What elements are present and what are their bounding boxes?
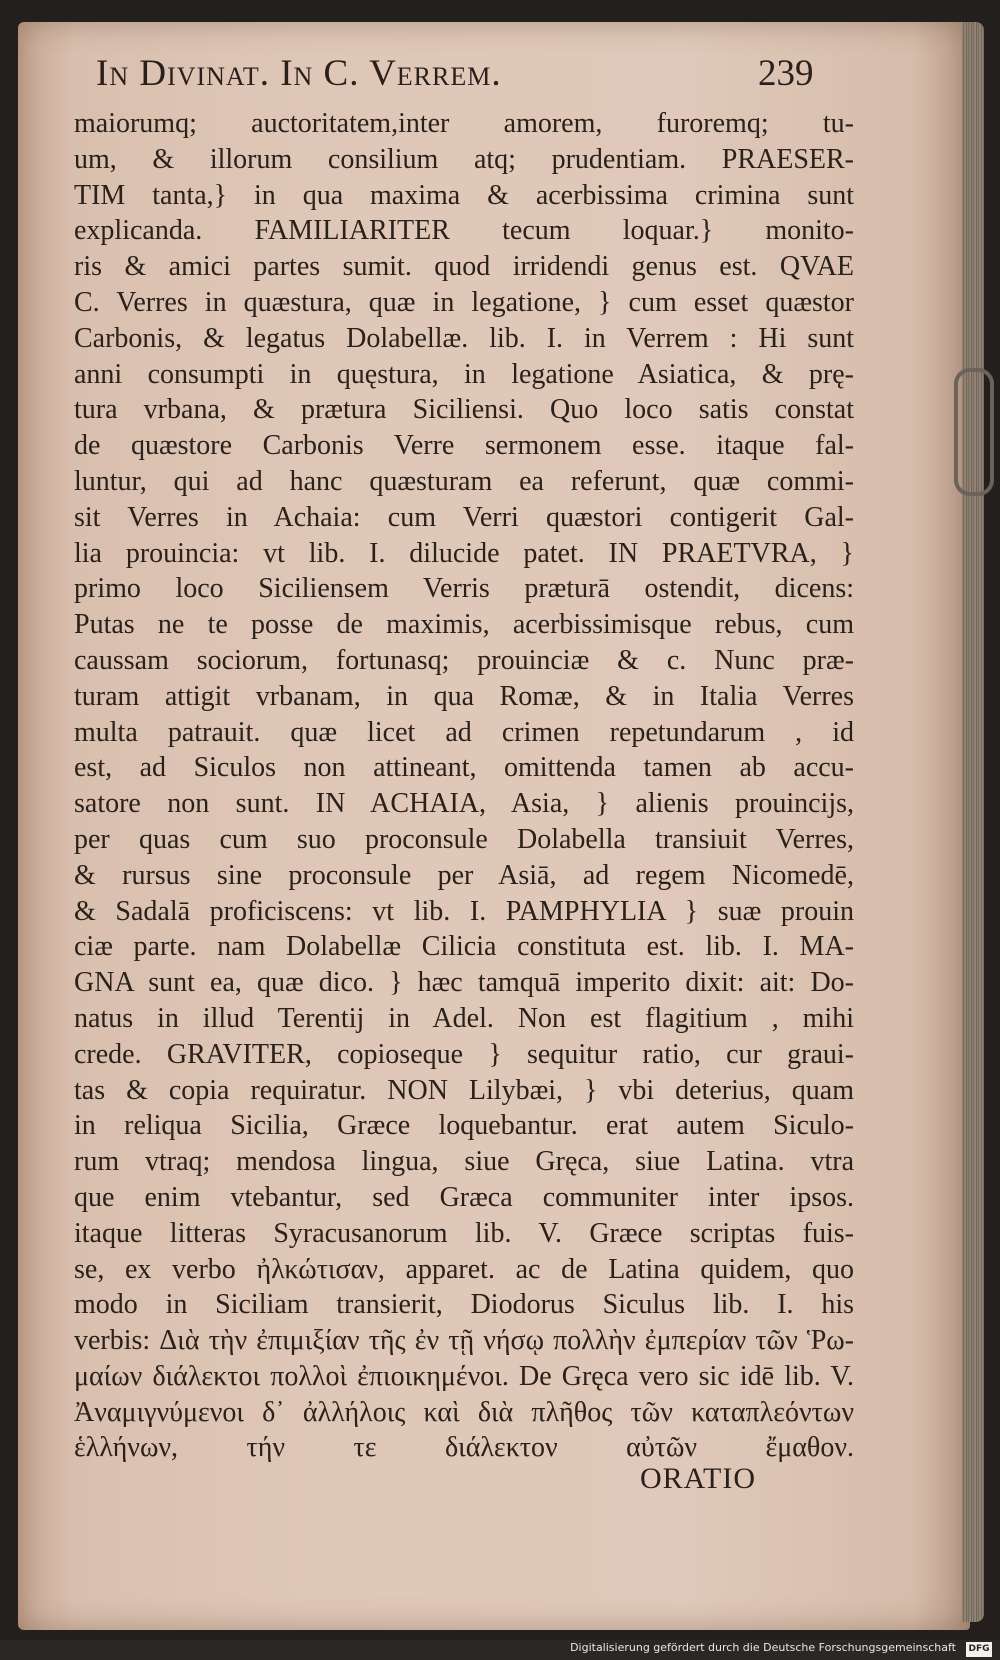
text-line: natus in illud Terentij in Adel. Non est flagitium , mihi xyxy=(74,1002,854,1034)
text-line: ris & amici partes sumit. quod irridendi genus est. QVAE xyxy=(74,251,854,283)
text-line: de quæstore Carbonis Verre sermonem esse. itaque fal- xyxy=(74,430,854,462)
text-line: primo loco Siciliensem Verris præturā ostendit, dicens: xyxy=(74,573,854,605)
catchword: ORATIO xyxy=(640,1462,756,1495)
text-line: satore non sunt. IN ACHAIA, Asia, } alienis prouincijs, xyxy=(74,788,854,820)
book-clasp xyxy=(954,368,994,496)
text-line: modo in Siciliam transierit, Diodorus Siculus lib. I. his xyxy=(74,1289,854,1321)
text-line: crede. GRAVITER, copioseque } sequitur ratio, cur graui- xyxy=(74,1038,854,1070)
text-line: sit Verres in Achaia: cum Verri quæstori contigerit Gal- xyxy=(74,501,854,533)
text-line: multa patrauit. quæ licet ad crimen repetundarum , id xyxy=(74,716,854,748)
text-line: caussam sociorum, fortunasq; prouinciæ & c. Nunc præ- xyxy=(74,644,854,676)
text-line: GNA sunt ea, quæ dico. } hæc tamquā imperito dixit: ait: Do- xyxy=(74,967,854,999)
text-line: per quas cum suo proconsule Dolabella transiuit Verres, xyxy=(74,823,854,855)
text-line: Carbonis, & legatus Dolabellæ. lib. I. in Verrem : Hi sunt xyxy=(74,322,854,354)
text-line: μαίων διάλεκτοι πολλοὶ ἐπιοικημένοι. De Gręca vero sic idē lib. V. xyxy=(74,1360,854,1392)
text-line: & Sadalā proficiscens: vt lib. I. PAMPHYLIA } suæ prouin xyxy=(74,895,854,927)
text-line: rum vtraq; mendosa lingua, siue Gręca, siue Latina. vtra xyxy=(74,1146,854,1178)
text-line: & rursus sine proconsule per Asiā, ad regem Nicomedē, xyxy=(74,859,854,891)
text-line: maiorumq; auctoritatem,inter amorem, furoremq; tu- xyxy=(74,108,854,139)
text-line: Ἀναμιγνύμενοι δ᾽ ἀλλήλοις καὶ διὰ πλῆθος τῶν καταπλεόντων xyxy=(74,1396,854,1428)
text-line: ἑλλήνων, τήν τε διάλεκτον αὐτῶν ἔμαθον. xyxy=(74,1432,854,1464)
text-line: turam attigit vrbanam, in qua Romæ, & in Italia Verres xyxy=(74,680,854,712)
text-line: tas & copia requiratur. NON Lilybæi, } vbi deterius, quam xyxy=(74,1074,854,1106)
main-text xyxy=(74,106,854,1466)
text-line: ciæ parte. nam Dolabellæ Cilicia constituta est. lib. I. MA- xyxy=(74,931,854,963)
text-line: um, & illorum consilium atq; prudentiam. PRAESER- xyxy=(74,143,854,175)
text-line: explicanda. FAMILIARITER tecum loquar.} monito- xyxy=(74,215,854,247)
footer-funding-note: Digitalisierung gefördert durch die Deutsche Forschungsgemeinschaft xyxy=(570,1641,956,1654)
text-line: TIM tanta,} in qua maxima & acerbissima crimina sunt xyxy=(74,179,854,211)
text-line: C. Verres in quæstura, quæ in legatione, } cum esset quæstor xyxy=(74,286,854,318)
text-line: anni consumpti in quęstura, in legatione Asiatica, & prę- xyxy=(74,358,854,390)
text-line: que enim vtebantur, sed Græca communiter inter ipsos. xyxy=(74,1181,854,1213)
text-line: lia prouincia: vt lib. I. dilucide patet. IN PRAETVRA, } xyxy=(74,537,854,569)
page-number: 239 xyxy=(758,53,814,94)
text-line: Putas ne te posse de maximis, acerbissimisque rebus, cum xyxy=(74,609,854,641)
text-line: luntur, qui ad hanc quæsturam ea referunt, quæ commi- xyxy=(74,465,854,497)
text-line: est, ad Siculos non attineant, omittenda tamen ab accu- xyxy=(74,752,854,784)
text-line: in reliqua Sicilia, Græce loquebantur. erat autem Siculo- xyxy=(74,1110,854,1142)
text-line: itaque litteras Syracusanorum lib. V. Græce scriptas fuis- xyxy=(74,1217,854,1249)
text-line: verbis: Διὰ τὴν ἐπιμιξίαν τῆς ἐν τῇ νήσῳ πολλὴν ἐμπερίαν τῶν Ῥω- xyxy=(74,1325,854,1357)
dfg-logo: DFG xyxy=(966,1642,992,1657)
running-head: In Divinat. In C. Verrem. xyxy=(96,53,502,94)
page-edges xyxy=(962,22,984,1622)
text-line: tura vrbana, & prætura Siciliensi. Quo loco satis constat xyxy=(74,394,854,426)
text-line: se, ex verbo ἠλκώτισαν, apparet. ac de Latina quidem, quo xyxy=(74,1253,854,1285)
